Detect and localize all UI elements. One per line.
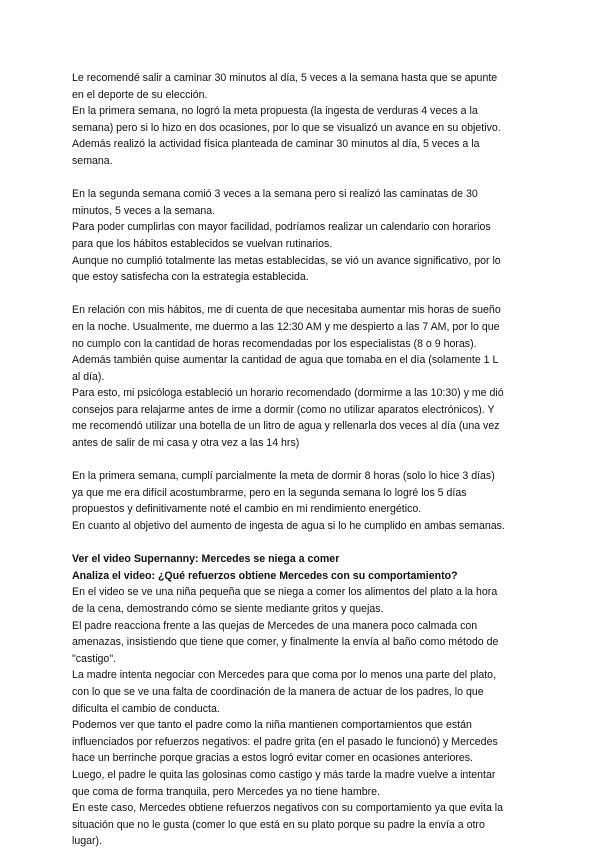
paragraph-second-week: En la segunda semana comió 3 veces a la semana pero si realizó las caminatas de 30 minutos, 5 veces a la semana.: [72, 188, 478, 217]
paragraph-progress-summary: Aunque no cumplió totalmente las metas establecidas, se vió un avance significativo, por lo que estoy satisfecha con la estrategia establecida.: [72, 254, 501, 284]
paragraph-walking-recommendation: Le recomendé salir a caminar 30 minutos al día, 5 veces a la semana hasta que se apunte en el deporte de su elección.: [72, 72, 498, 101]
paragraph-mother-negotiation: La madre intenta negociar con Mercedes para que coma por lo menos una parte del plato, con lo que se ve una falta de coordinación de la manera de actuar de los padres, lo que dificulta el cambio de conducta.: [72, 669, 497, 715]
paragraph-candy-punishment: Luego, el padre le quita las golosinas como castigo y más tarde la madre vuelve a intentar que coma de forma tranquila, pero Mercedes ya no tiene hambre.: [72, 768, 496, 798]
document-body: [72, 70, 534, 850]
paragraph-father-reaction: El padre reacciona frente a las quejas de Mercedes de una manera poco calmada con amenazas, insistiendo que tiene que comer, y finalmente la envía al baño como método de "castigo".: [72, 619, 499, 665]
paragraph-spacer: [72, 452, 534, 469]
section-heading-analysis: Analiza el video: ¿Qué refuerzos obtiene Mercedes con su comportamiento?: [72, 569, 458, 582]
paragraph-sleep-results: En la primera semana, cumplí parcialmente la meta de dormir 8 horas (solo lo hice 3 días) ya que me era difícil acostumbrarme, pero en la segunda semana lo logré los 5 días propuestos y definitivamente noté el cambio en mi rendimiento energético.: [72, 470, 495, 516]
paragraph-sleep-habits: En relación con mis hábitos, me di cuenta de que necesitaba aumentar mis horas de sueño en la noche. Usualmente, me duermo a las 12:30 AM y me despierto a las 7 AM, por lo que no cumplo con la cantidad de horas recomendadas por los especialistas (8 o 9 horas).: [72, 304, 501, 350]
paragraph-psychologist-schedule: Para esto, mi psicóloga estableció un horario recomendado (dormirme a las 10:30) y me dió consejos para relajarme antes de irme a dormir (como no utilizar aparatos electrónicos). Y me recomendó utilizar una botella de un litro de agua y rellenarla dos veces al día (una vez antes de salir de mi casa y otra vez a las 14 hrs): [72, 387, 504, 450]
paragraph-negative-reinforcement: Podemos ver que tanto el padre como la niña mantienen comportamientos que están influenciados por refuerzos negativos: el padre grita (en el pasado le funcionó) y Mercedes hace un berrinche porque gracias a estos logró evitar comer en ocasiones anteriores.: [72, 719, 498, 765]
paragraph-spacer: [72, 170, 534, 187]
paragraph-first-week-vegetables: En la primera semana, no logró la meta propuesta (la ingesta de verduras 4 veces a la semana) pero si lo hizo en dos ocasiones, por lo que se visualizó un avance en su objetivo.: [72, 105, 501, 134]
paragraph-physical-activity: Además realizó la actividad física planteada de caminar 30 minutos al día, 5 veces a la semana.: [72, 138, 480, 167]
paragraph-calendar-proposal: Para poder cumplirlas con mayor facilidad, podríamos realizar un calendario con horarios para que los hábitos establecidos se vuelvan rutinarios.: [72, 221, 491, 250]
section-heading-video: Ver el video Supernanny: Mercedes se niega a comer: [72, 553, 340, 566]
paragraph-water-intake: Además también quise aumentar la cantidad de agua que tomaba en el día (solamente 1 L al día).: [72, 354, 499, 383]
paragraph-video-description: En el video se ve una niña pequeña que se niega a comer los alimentos del plato a la hora de la cena, demostrando cómo se siente mediante gritos y quejas.: [72, 586, 498, 615]
paragraph-water-results: En cuanto al objetivo del aumento de ingesta de agua si lo he cumplido en ambas semanas.: [72, 520, 505, 533]
paragraph-spacer: [72, 286, 534, 303]
paragraph-spacer: [72, 535, 534, 552]
paragraph-conclusion: En este caso, Mercedes obtiene refuerzos negativos con su comportamiento ya que evita la situación que no le gusta (comer lo que está en su plato porque su padre la envía a otro lugar).: [72, 802, 504, 848]
